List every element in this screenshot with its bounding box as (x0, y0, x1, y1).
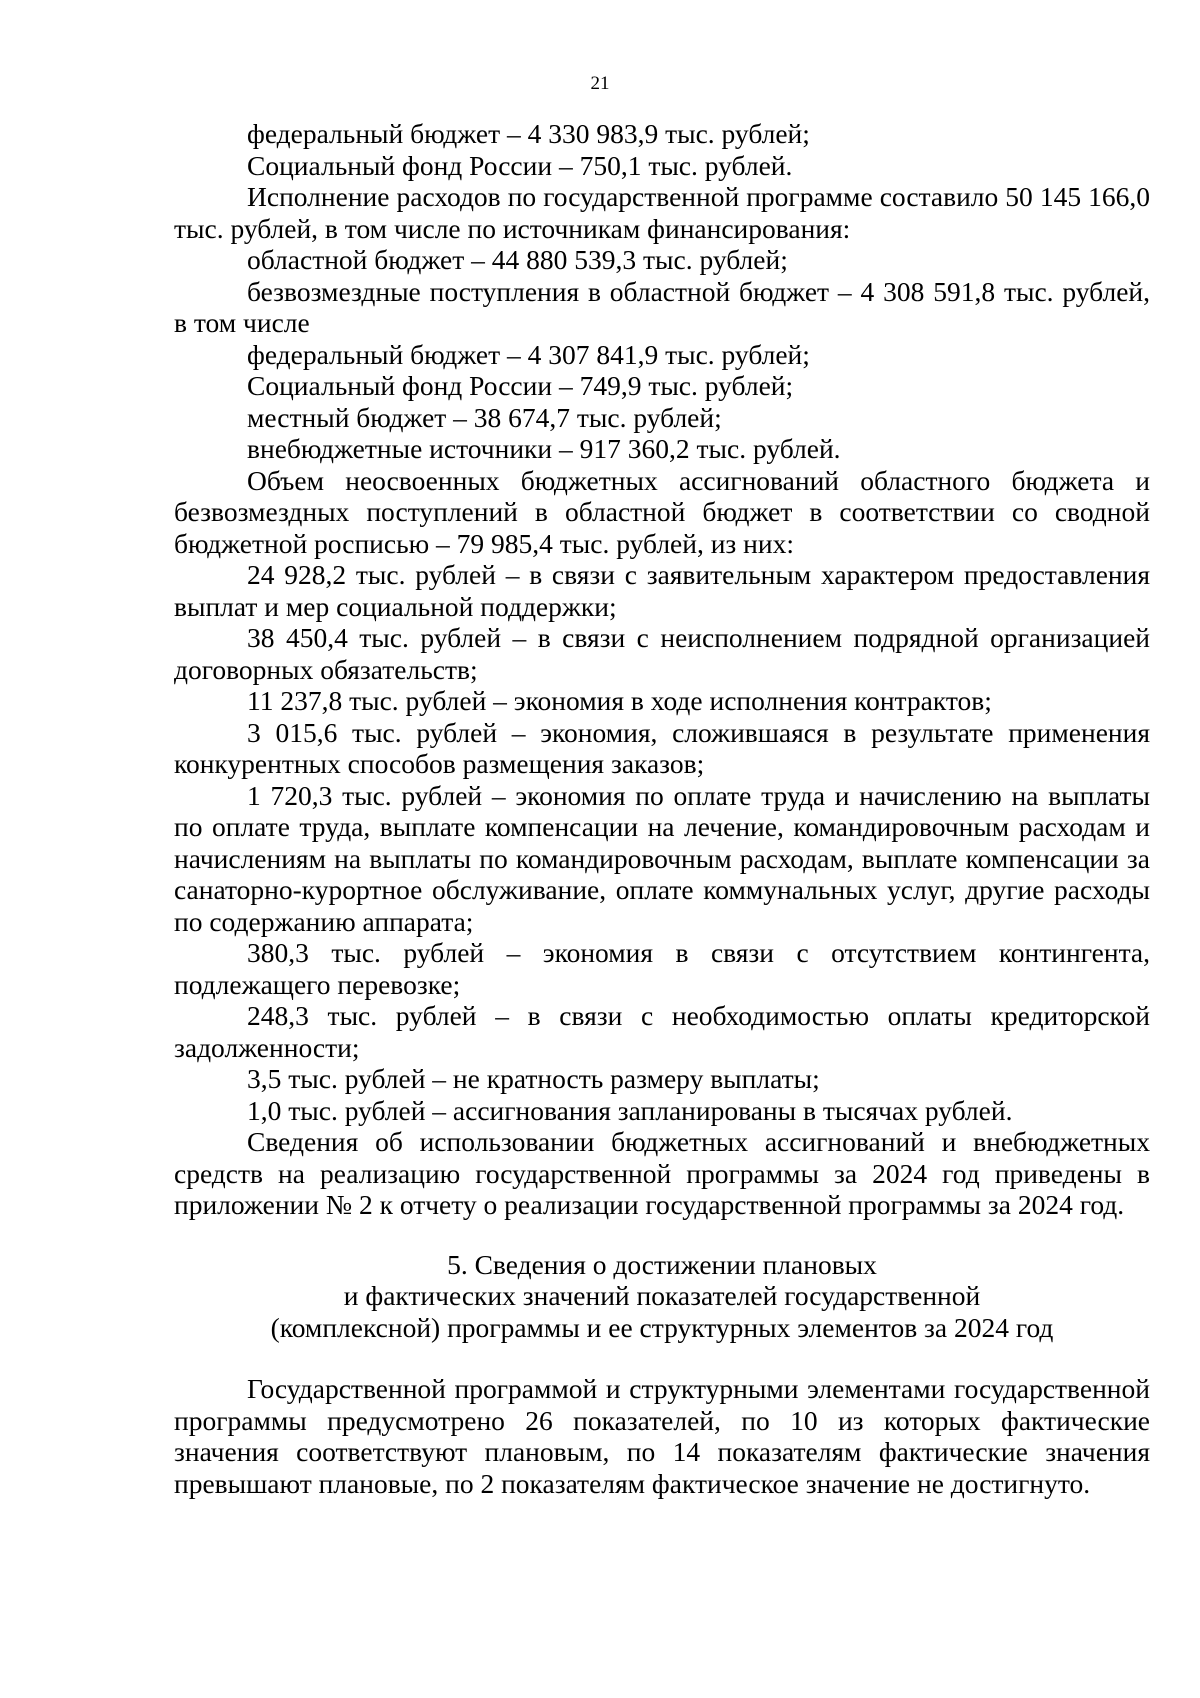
paragraph: 24 928,2 тыс. рублей – в связи с заявительным характером предоставления выплат и мер социальной поддержки; (174, 559, 1150, 622)
paragraph: федеральный бюджет – 4 307 841,9 тыс. рублей; (247, 338, 810, 370)
paragraph: 3 015,6 тыс. рублей – экономия, сложившаяся в результате применения конкурентных способов размещения заказов; (174, 716, 1150, 779)
paragraph: Социальный фонд России – 749,9 тыс. рублей; (247, 370, 794, 401)
paragraph: Исполнение расходов по государственной программе составило 50 145 166,0 тыс. рублей, в том числе по источникам финансирования: (174, 181, 1150, 244)
paragraph: 11 237,8 тыс. рублей – экономия в ходе исполнения контрактов; (247, 685, 992, 716)
section-heading-line: 5. Сведения о достижении плановых (447, 1248, 877, 1280)
section-heading (174, 1249, 1150, 1344)
paragraph: Объем неосвоенных бюджетных ассигнований областного бюджета и безвозмездных поступлений в областной бюджет в соответствии со сводной бюджетной росписью – 79 985,4 тыс. рублей, из них: (174, 464, 1150, 559)
document-body (174, 118, 1150, 1499)
paragraph: 248,3 тыс. рублей – в связи с необходимостью оплаты кредиторской задолженности; (174, 1000, 1150, 1063)
paragraph: 380,3 тыс. рублей – экономия в связи с отсутствием контингента, подлежащего перевозке; (174, 937, 1150, 1000)
paragraph: Сведения об использовании бюджетных ассигнований и внебюджетных средств на реализацию государственной программы за 2024 год приведены в приложении № 2 к отчету о реализации государственной программы за 2024 год. (174, 1126, 1150, 1220)
section-heading-line: (комплексной) программы и ее структурных элементов за 2024 год (270, 1311, 1054, 1343)
paragraph: 1,0 тыс. рублей – ассигнования запланированы в тысячах рублей. (247, 1094, 1013, 1126)
paragraph: областной бюджет – 44 880 539,3 тыс. рублей; (247, 244, 788, 275)
paragraph: федеральный бюджет – 4 330 983,9 тыс. рублей; (247, 118, 810, 149)
page-number: 21 (590, 73, 610, 94)
paragraph: внебюджетные источники – 917 360,2 тыс. рублей. (247, 433, 841, 464)
paragraph: 3,5 тыс. рублей – не кратность размеру выплаты; (247, 1063, 820, 1094)
section-heading-line: и фактических значений показателей государственной (343, 1280, 981, 1311)
paragraph: безвозмездные поступления в областной бюджет – 4 308 591,8 тыс. рублей, в том числе (174, 275, 1150, 338)
paragraph: Государственной программой и структурными элементами государственной программы предусмотрено 26 показателей, по 10 из которых фактические значения соответствуют плановым, по 14 показателям фактические значения превышают плановые, по 2 показателям фактическое значение не достигнуто. (174, 1373, 1150, 1499)
paragraph: Социальный фонд России – 750,1 тыс. рублей. (247, 149, 793, 181)
paragraph: 1 720,3 тыс. рублей – экономия по оплате труда и начислению на выплаты по оплате труда, выплате компенсации на лечение, командировочным расходам и начислениям на выплаты по командировочным расходам, выплате компенсации за санаторно-курортное обслуживание, оплате коммунальных услуг, другие расходы по содержанию аппарата; (174, 779, 1150, 937)
paragraph: 38 450,4 тыс. рублей – в связи с неисполнением подрядной организацией договорных обязательств; (174, 622, 1150, 685)
paragraph: местный бюджет – 38 674,7 тыс. рублей; (247, 401, 722, 433)
